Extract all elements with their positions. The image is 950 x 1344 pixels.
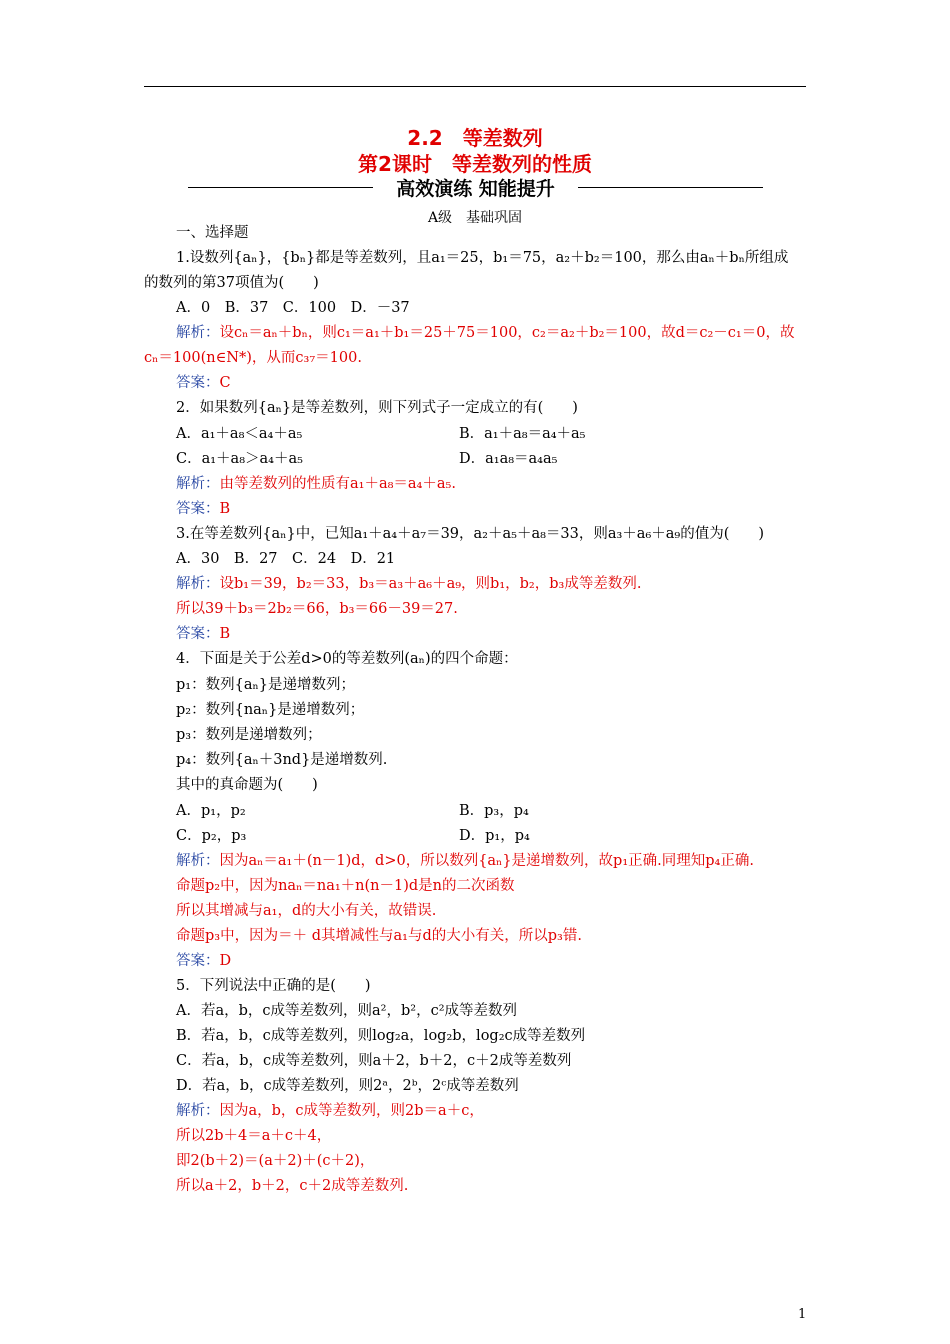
text-line xyxy=(176,323,794,343)
banner xyxy=(188,174,763,200)
text-line xyxy=(176,775,318,795)
text-line xyxy=(459,801,529,821)
line-text: B．p₃，p₄ xyxy=(459,803,529,819)
text-line xyxy=(176,549,395,569)
text-line xyxy=(176,851,754,871)
text-line xyxy=(176,624,230,644)
line-text: 3.在等差数列{aₙ}中，已知a₁＋a₄＋a₇＝39，a₂＋a₅＋a₈＝33，则a₃＋a₆＋a₉的值为( ) xyxy=(176,526,765,542)
line-text: D．若a，b，c成等差数列，则2ᵃ，2ᵇ，2ᶜ成等差数列 xyxy=(176,1078,519,1094)
line-text: 2．如果数列{aₙ}是等差数列，则下列式子一定成立的有( ) xyxy=(176,400,578,416)
text-line xyxy=(176,951,231,971)
text-line xyxy=(176,976,371,996)
line-text: 1.设数列{aₙ}，{bₙ}都是等差数列，且a₁＝25，b₁＝75，a₂＋b₂＝100，那么由aₙ＋bₙ所组成 xyxy=(176,250,789,266)
text-line xyxy=(176,649,518,669)
text-line xyxy=(176,1026,585,1046)
text-line xyxy=(176,1051,571,1071)
line-text: C xyxy=(219,375,231,391)
text-line xyxy=(176,700,364,720)
top-rule xyxy=(144,86,806,87)
text-line xyxy=(176,373,231,393)
line-text: C．a₁＋a₈＞a₄＋a₅ xyxy=(176,451,303,467)
line-text: 所以2b＋4＝a＋c＋4， xyxy=(176,1128,332,1144)
text-line xyxy=(176,725,322,745)
text-line xyxy=(459,424,586,444)
line-text: 一、选择题 xyxy=(176,225,249,241)
answer-label: 答案： xyxy=(176,501,220,517)
text-line xyxy=(176,449,303,469)
text-line xyxy=(176,675,355,695)
line-text: 设b₁＝39，b₂＝33，b₃＝a₃＋a₆＋a₉，则b₁，b₂，b₃成等差数列. xyxy=(219,576,642,592)
text-line xyxy=(176,826,246,846)
text-line xyxy=(176,398,578,418)
text-line xyxy=(176,750,387,770)
line-text: 所以39＋b₃＝2b₂＝66，b₃＝66－39＝27. xyxy=(176,601,458,617)
line-text: p₃：数列是递增数列； xyxy=(176,727,322,743)
text-line xyxy=(176,1001,517,1021)
text-line xyxy=(176,1076,519,1096)
text-line xyxy=(176,524,764,544)
line-text: 即2(b＋2)＝(a＋2)＋(c＋2)， xyxy=(176,1153,375,1169)
answer-label: 解析： xyxy=(176,325,220,341)
line-text: B．a₁＋a₈＝a₄＋a₅ xyxy=(459,426,586,442)
text-line xyxy=(176,599,458,619)
line-text: 5．下列说法中正确的是( ) xyxy=(176,978,371,994)
line-text: p₄：数列{aₙ＋3nd}是递增数列. xyxy=(176,752,388,768)
answer-label: 答案： xyxy=(176,953,220,969)
page-number: 1 xyxy=(798,1307,807,1322)
line-text: 其中的真命题为( ) xyxy=(176,777,318,793)
line-text: D xyxy=(219,953,232,969)
line-text: 命题p₂中，因为naₙ＝na₁＋n(n－1)d是n的二次函数 xyxy=(176,878,515,894)
line-text: p₂：数列{naₙ}是递增数列； xyxy=(176,702,365,718)
answer-label: 解析： xyxy=(176,853,220,869)
answer-label: 答案： xyxy=(176,375,220,391)
line-text: p₁：数列{aₙ}是递增数列； xyxy=(176,677,355,693)
line-text: 所以其增减与a₁，d的大小有关，故错误. xyxy=(176,903,437,919)
line-text: A．a₁＋a₈＜a₄＋a₅ xyxy=(176,426,303,442)
line-text: C．p₂，p₃ xyxy=(176,828,247,844)
line-text: C．若a，b，c成等差数列，则a＋2，b＋2，c＋2成等差数列 xyxy=(176,1053,572,1069)
text-line xyxy=(176,1101,484,1121)
line-text: 因为aₙ＝a₁＋(n－1)d，d>0，所以数列{aₙ}是递增数列，故p₁正确.同理知p₄正确. xyxy=(219,853,754,869)
text-line xyxy=(176,876,514,896)
line-text: B xyxy=(219,626,231,642)
line-text: A．p₁，p₂ xyxy=(176,803,246,819)
text-line xyxy=(176,223,249,243)
level-heading: A级 基础巩固 xyxy=(427,210,523,226)
text-line xyxy=(176,424,302,444)
text-line xyxy=(176,474,456,494)
line-text: 所以a＋2，b＋2，c＋2成等差数列. xyxy=(176,1178,409,1194)
line-text: 命题p₃中，因为＝＋ d其增减性与a₁与d的大小有关，所以p₃错. xyxy=(176,928,582,944)
line-text: B．若a，b，c成等差数列，则log₂a，log₂b，log₂c成等差数列 xyxy=(176,1028,586,1044)
banner-rule-right xyxy=(578,187,763,188)
text-line xyxy=(176,1176,408,1196)
banner-text: 高效演练 知能提升 xyxy=(396,178,555,200)
line-text: D．p₁，p₄ xyxy=(459,828,530,844)
text-line xyxy=(176,574,641,594)
line-text: D．a₁a₈＝a₄a₅ xyxy=(459,451,558,467)
text-line xyxy=(459,449,557,469)
answer-label: 解析： xyxy=(176,1103,220,1119)
text-line xyxy=(176,1126,331,1146)
text-line xyxy=(144,348,362,368)
text-line xyxy=(176,298,410,318)
answer-label: 答案： xyxy=(176,626,220,642)
line-text: B xyxy=(219,501,231,517)
line-text: 4．下面是关于公差d>0的等差数列(aₙ)的四个命题： xyxy=(176,651,518,667)
answer-label: 解析： xyxy=(176,476,220,492)
line-text: 设cₙ＝aₙ＋bₙ，则c₁＝a₁＋b₁＝25＋75＝100，c₂＝a₂＋b₂＝100，故d＝c₂－c₁＝0，故 xyxy=(219,325,795,341)
line-text: A．30 B．27 C．24 D．21 xyxy=(176,551,396,567)
line-text: cₙ＝100(n∈N*)，从而c₃₇＝100. xyxy=(144,350,362,366)
section-title: 2.2 等差数列 xyxy=(407,126,543,150)
text-line xyxy=(176,801,246,821)
text-line xyxy=(176,901,436,921)
line-text: A．0 B．37 C．100 D．－37 xyxy=(176,300,410,316)
lesson-title: 第2课时 等差数列的性质 xyxy=(358,152,592,176)
text-line xyxy=(176,1151,374,1171)
text-line xyxy=(459,826,530,846)
line-text: A．若a，b，c成等差数列，则a²，b²，c²成等差数列 xyxy=(176,1003,518,1019)
text-line xyxy=(176,248,788,268)
answer-label: 解析： xyxy=(176,576,220,592)
line-text: 由等差数列的性质有a₁＋a₈＝a₄＋a₅. xyxy=(219,476,456,492)
text-line xyxy=(176,499,230,519)
text-line xyxy=(176,926,582,946)
line-text: 的数列的第37项值为( ) xyxy=(144,275,319,291)
line-text: 因为a，b，c成等差数列，则2b＝a＋c， xyxy=(219,1103,484,1119)
text-line xyxy=(144,273,319,293)
